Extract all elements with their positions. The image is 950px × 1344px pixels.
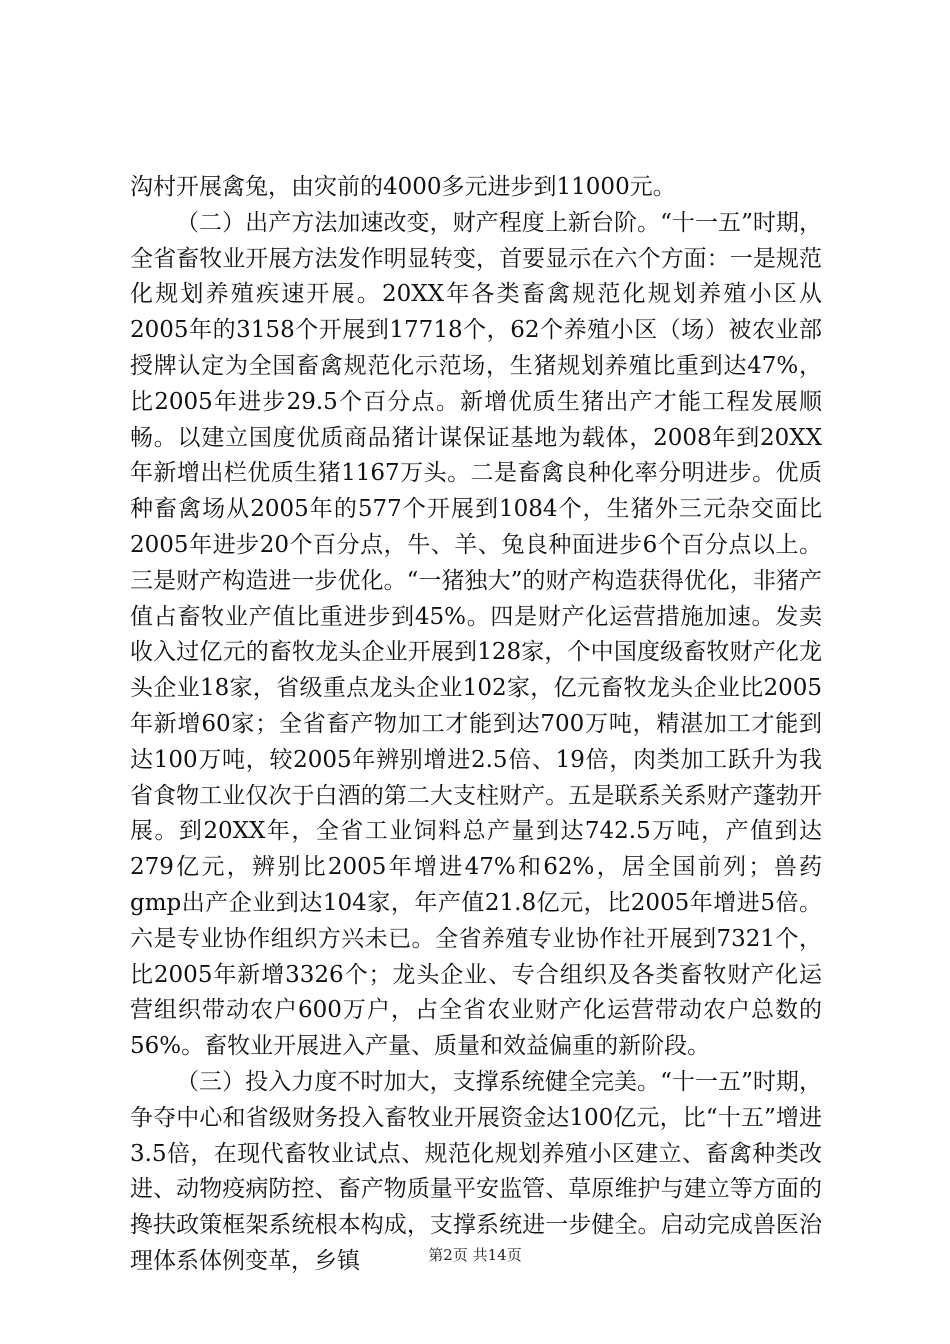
paragraph-section-three: （三）投入力度不时加大，支撑系统健全完美。“十一五”时期，争夺中心和省级财务投入畜牧业开展资金达100亿元，比“十五”增进3.5倍，在现代畜牧业试点、规范化规划养殖小区建立、畜禽种类改进、动物疫病防控、畜产物质量平安监管、草原维护与建立等方面的搀扶政策框架系统根本构成，支撑系统进一步健全。启动完成兽医治理体系体例变革，乡镇 xyxy=(130,1068,822,1274)
page-number-footer: 第2页 共14页 xyxy=(428,1246,522,1264)
document-body xyxy=(130,170,822,1280)
paragraph-section-two: （二）出产方法加速改变，财产程度上新台阶。“十一五”时期，全省畜牧业开展方法发作明显转变，首要显示在六个方面：一是规范化规划养殖疾速开展。20XX年各类畜禽规范化规划养殖小区从2005年的3158个开展到17718个，62个养殖小区（场）被农业部授牌认定为全国畜禽规范化示范场，生猪规划养殖比重到达47%，比2005年进步29.5个百分点。新增优质生猪出产才能工程发展顺畅。以建立国度优质商品猪计谋保证基地为载体，2008年到20XX年新增出栏优质生猪1167万头。二是畜禽良种化率分明进步。优质种畜禽场从2005年的577个开展到1084个，生猪外三元杂交面比2005年进步20个百分点，牛、羊、兔良种面进步6个百分点以上。三是财产构造进一步优化。“一猪独大”的财产构造获得优化，非猪产值占畜牧业产值比重进步到45%。四是财产化运营措施加速。发卖收入过亿元的畜牧龙头企业开展到128家，个中国度级畜牧财产化龙头企业18家，省级重点龙头企业102家，亿元畜牧龙头企业比2005年新增60家；全省畜产物加工才能到达700万吨，精湛加工才能到达100万吨，较2005年辨别增进2.5倍、19倍，肉类加工跃升为我省食物工业仅次于白酒的第二大支柱财产。五是联系关系财产蓬勃开展。到20XX年，全省工业饲料总产量到达742.5万吨，产值到达279亿元，辨别比2005年增进47%和62%，居全国前列；兽药gmp出产企业到达104家，年产值21.8亿元，比2005年增进5倍。六是专业协作组织方兴未已。全省养殖专业协作社开展到7321个，比2005年新增3326个；龙头企业、专合组织及各类畜牧财产化运营组织带动农户600万户，占全省农业财产化运营带动农户总数的56%。畜牧业开展进入产量、质量和效益偏重的新阶段。 xyxy=(130,209,822,1060)
paragraph-continuation: 沟村开展禽兔，由灾前的4000多元进步到11000元。 xyxy=(130,174,676,200)
